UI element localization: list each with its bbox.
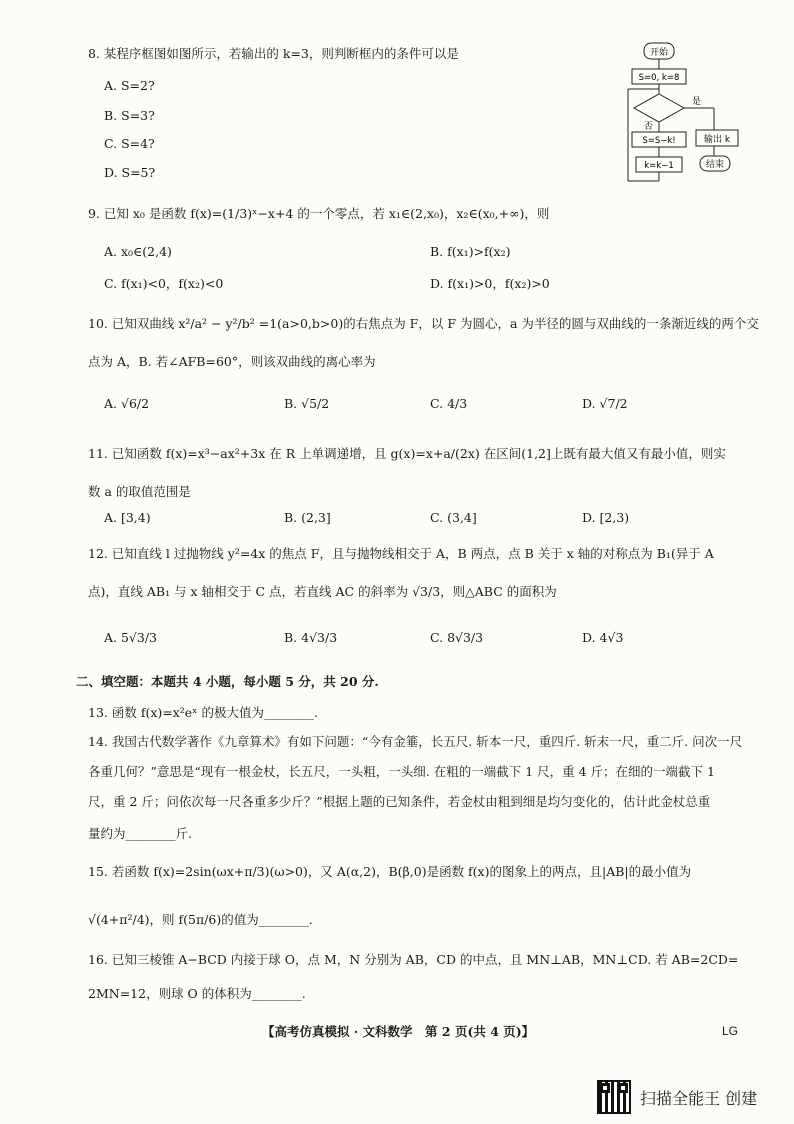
q9-option-a: A. x₀∈(2,4) — [104, 244, 172, 259]
q11-option-d: D. [2,3) — [582, 510, 630, 525]
q15-line2: √(4+π²/4)，则 f(5π/6)的值为________. — [88, 912, 313, 927]
q11-stem-line2: 数 a 的取值范围是 — [88, 484, 191, 499]
q9-option-c: C. f(x₁)<0，f(x₂)<0 — [104, 276, 224, 291]
q14-line1: 14. 我国古代数学著作《九章算术》有如下问题：“今有金箠，长五尺. 斩本一尺，重四斤. 斩末一尺，重二斤. 问次一尺 — [88, 734, 743, 749]
q8-stem: 8. 某程序框图如图所示，若输出的 k=3，则判断框内的条件可以是 — [88, 46, 459, 61]
flowchart-end-label: 结束 — [705, 160, 725, 170]
qr-code-icon — [597, 1080, 631, 1114]
flowchart-update-k-label: k=k−1 — [644, 161, 674, 171]
q10-option-c: C. 4/3 — [430, 396, 468, 411]
flowchart-init-label: S=0, k=8 — [638, 73, 680, 83]
q10-option-b: B. √5/2 — [284, 396, 330, 411]
q11-stem-line1: 11. 已知函数 f(x)=x³−ax²+3x 在 R 上单调递增，且 g(x)=x+a/(2x) 在区间(1,2]上既有最大值又有最小值，则实 — [88, 446, 726, 461]
q8-option-d: D. S=5? — [104, 165, 156, 180]
q8-option-c: C. S=4? — [104, 136, 155, 151]
q14-line2: 各重几何？”意思是“现有一根金杖，长五尺，一头粗，一头细. 在粗的一端截下 1 尺，重 4 斤；在细的一端截下 1 — [88, 764, 715, 779]
flowchart-output-label: 输出 k — [703, 135, 731, 145]
q10-option-a: A. √6/2 — [104, 396, 150, 411]
flowchart-diagram — [622, 38, 782, 186]
q10-stem-line2: 点为 A，B. 若∠AFB=60°，则该双曲线的离心率为 — [88, 354, 376, 369]
footer-tag: LG — [722, 1024, 739, 1038]
q11-option-a: A. [3,4) — [104, 510, 151, 525]
section-2-heading: 二、填空题：本题共 4 小题，每小题 5 分，共 20 分. — [76, 674, 379, 689]
q13-stem: 13. 函数 f(x)=x²eˣ 的极大值为________. — [88, 705, 318, 720]
flowchart-yes-label: 是 — [692, 97, 702, 107]
q14-line4: 量约为________斤. — [88, 826, 192, 841]
q9-stem: 9. 已知 x₀ 是函数 f(x)=(1/3)ˣ−x+4 的一个零点，若 x₁∈(2,x₀)，x₂∈(x₀,+∞)，则 — [88, 206, 550, 221]
scanner-watermark: 扫描全能王 创建 — [640, 1089, 758, 1108]
q10-option-d: D. √7/2 — [582, 396, 628, 411]
flowchart-start-label: 开始 — [649, 48, 669, 58]
q12-option-a: A. 5√3/3 — [104, 630, 158, 645]
q14-line3: 尺，重 2 斤；问依次每一尺各重多少斤？”根据上题的已知条件，若金杖由粗到细是均匀变化的，估计此金杖总重 — [88, 794, 711, 809]
page-footer: 【高考仿真模拟 · 文科数学 第 2 页(共 4 页)】 — [262, 1024, 535, 1039]
flowchart-no-label: 否 — [644, 122, 654, 132]
q8-option-a: A. S=2? — [104, 78, 155, 93]
q9-option-d: D. f(x₁)>0，f(x₂)>0 — [430, 276, 550, 291]
q10-stem-line1: 10. 已知双曲线 x²/a² − y²/b² =1(a>0,b>0)的右焦点为 F，以 F 为圆心，a 为半径的圆与双曲线的一条渐近线的两个交 — [88, 316, 759, 331]
flowchart-update-s-label: S=S−k! — [642, 136, 676, 146]
q12-option-d: D. 4√3 — [582, 630, 624, 645]
q12-option-b: B. 4√3/3 — [284, 630, 338, 645]
q16-line1: 16. 已知三棱锥 A−BCD 内接于球 O，点 M，N 分别为 AB，CD 的中点，且 MN⊥AB，MN⊥CD. 若 AB=2CD= — [88, 952, 739, 967]
q15-line1: 15. 若函数 f(x)=2sin(ωx+π/3)(ω>0)，又 A(α,2)，B(β,0)是函数 f(x)的图象上的两点，且|AB|的最小值为 — [88, 864, 692, 879]
q11-option-c: C. (3,4] — [430, 510, 477, 525]
q9-option-b: B. f(x₁)>f(x₂) — [430, 244, 511, 259]
q12-stem-line2: 点)，直线 AB₁ 与 x 轴相交于 C 点，若直线 AC 的斜率为 √3/3，则△ABC 的面积为 — [88, 584, 557, 599]
flowchart-decision-node — [634, 94, 684, 122]
q12-stem-line1: 12. 已知直线 l 过抛物线 y²=4x 的焦点 F，且与抛物线相交于 A，B 两点，点 B 关于 x 轴的对称点为 B₁(异于 A — [88, 546, 714, 561]
q12-option-c: C. 8√3/3 — [430, 630, 484, 645]
q11-option-b: B. (2,3] — [284, 510, 331, 525]
q8-option-b: B. S=3? — [104, 108, 155, 123]
q16-line2: 2MN=12，则球 O 的体积为________. — [88, 986, 306, 1001]
